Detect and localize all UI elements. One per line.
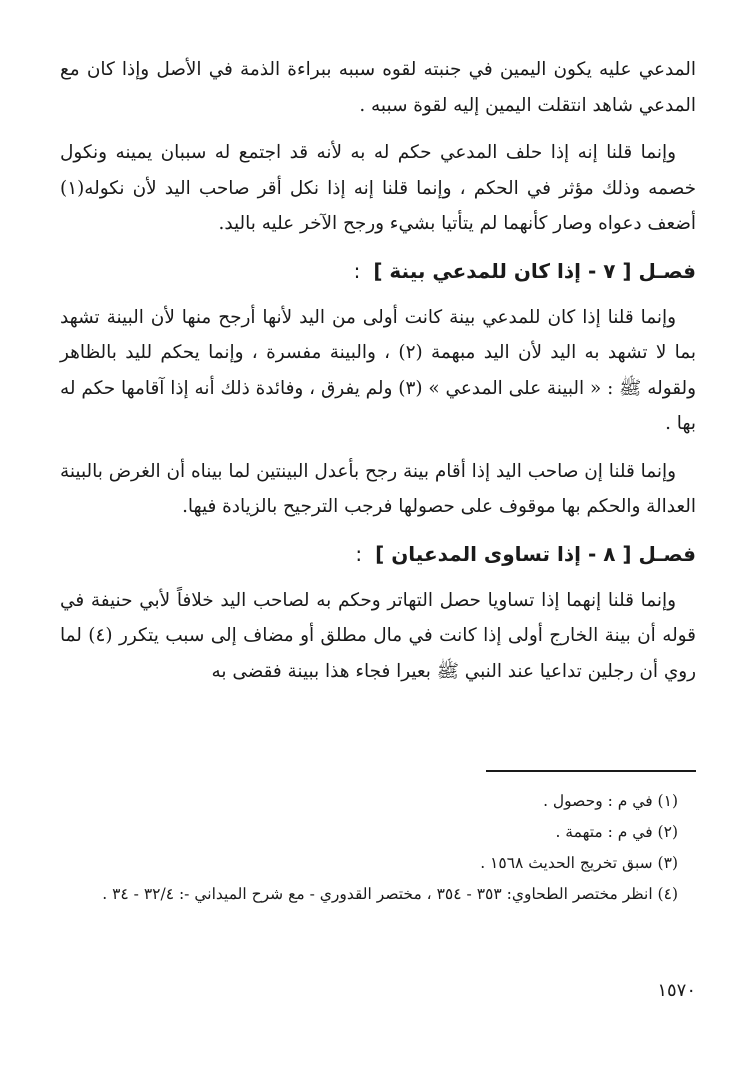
footnote-divider <box>486 770 696 772</box>
page-body <box>60 52 697 1001</box>
paragraph-4: وإنما قلنا إن صاحب اليد إذا أقام بينة رجح بأعدل البينتين لما بيناه أن الغرض بالبينة العدالة والحكم بها موقوف على حصولها فرجب الترجيح بالزيادة فيها. <box>60 460 696 517</box>
section-heading-7-colon: : <box>353 258 361 283</box>
paragraph-1: المدعي عليه يكون اليمين في جنبته لقوه سببه ببراءة الذمة في الأصل وإذا كان مع المدعي شاهد انتقلت اليمين إليه لقوة سببه . <box>60 59 696 116</box>
section-heading-7 <box>60 254 696 288</box>
section-heading-8-colon: : <box>355 541 363 566</box>
section-heading-7-text: فصـل [ ٧ - إذا كان للمدعي بينة ] <box>373 258 696 283</box>
paragraph-5: وإنما قلنا إنهما إذا تساويا حصل التهاتر وحكم به لصاحب اليد خلافاً لأبي حنيفة في قوله أن بينة الخارج أولى إذا كانت في مال مطلق أو مضاف إلى سبب يتكرر (٤) لما روي أن رجلين تداعيا عند النبي ﷺ بعيرا فجاء هذا ببينة فقضى به <box>60 589 696 682</box>
footnote-3: (٣) سبق تخريج الحديث ١٥٦٨ . <box>480 854 678 872</box>
section-heading-8 <box>60 537 696 571</box>
paragraph-3: وإنما قلنا إذا كان للمدعي بينة كانت أولى من اليد لأنها أرجح منها لأن البينة تشهد بما لا تشهد به اليد لأن اليد مبهمة (٢) ، والبينة مفسرة ، وإنما يحكم لليد بالظاهر ولقوله ﷺ : « البينة على المدعي » (٣) ولم يفرق ، وفائدة ذلك أنه إذا آقامها حكم له بها . <box>60 306 697 434</box>
footnote-2: (٢) في م : متهمة . <box>555 823 678 841</box>
footnotes <box>60 786 696 910</box>
paragraph-2: وإنما قلنا إنه إذا حلف المدعي حكم له به لأنه قد اجتمع له سببان يمينه ونكول خصمه وذلك مؤثر في الحكم ، وإنما قلنا إنه إذا نكل أقر صاحب اليد لأن نكوله(١) أضعف دعواه وصار كأنهما لم يتأتيا بشيء ورجح الآخر عليه باليد. <box>60 142 696 234</box>
footnote-4: (٤) انظر مختصر الطحاوي: ٣٥٣ - ٣٥٤ ، مختصر القدوري - مع شرح الميداني -: ٣٢/٤ - ٣٤ . <box>102 885 678 903</box>
footnote-1: (١) في م : وحصول . <box>543 792 678 810</box>
section-heading-8-text: فصـل [ ٨ - إذا تساوى المدعيان ] <box>375 541 696 566</box>
page-number: ١٥٧٠ <box>657 980 696 1001</box>
